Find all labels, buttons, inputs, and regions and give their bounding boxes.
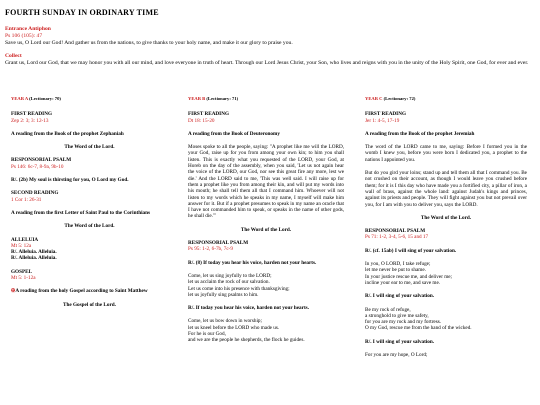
year-b-stanza-1 <box>188 273 344 298</box>
year-c-psalm-response: R/. (cf. 15ab) I will sing of your salvation. <box>365 247 457 254</box>
psalm-line: For you are my hope, O Lord; <box>365 352 428 359</box>
year-c-psalm-ref: Ps 71: 1-2, 3-4, 5-6, 15 and 17 <box>365 234 429 241</box>
year-c-column <box>365 96 527 358</box>
year-b-psalm-ref: Ps 95: 1-2, 6-7b, 7c-9 <box>188 246 233 253</box>
year-a-gospel-close: The Gospel of the Lord. <box>63 301 116 308</box>
year-b-reading-body: Moses spoke to all the people, saying: "A prophet like me will the LORD, your God, raise up for you from among your own kin; to him you shall listen. This is exactly what you requested of the LORD, your God, at Horeb on the day of the assembly, when you said, 'Let us not again hear the voice of the LORD, our God, nor see this great fire any more, lest we die.' And the LORD said to me, 'This was well said. I will raise up for them a prophet like you from among their kin, and will put my words into his mouth; he shall tell them all that I command him. Whoever will not listen to my words which he speaks in my name, I myself will make him answer for it. But if a prophet presumes to speak in my name an oracle that I have not commanded him to speak, or speaks in the name of other gods, he shall die.'" <box>188 144 344 220</box>
psalm-line: For he is our God, <box>188 331 226 338</box>
year-c-psalm-response-3: R/. I will sing of your salvation. <box>365 338 435 345</box>
year-c-stanza-3 <box>365 352 527 358</box>
psalm-line: for you are my rock and my fortress. <box>365 319 442 326</box>
psalm-line: let us acclaim the rock of our salvation. <box>188 279 270 286</box>
year-b-psalm-response-2: R/. If today you hear his voice, harden not your hearts. <box>188 305 309 312</box>
year-a-column <box>11 96 168 308</box>
year-a-gospel-ref: Mt 5: 1-12a <box>11 275 36 282</box>
year-c-label: YEAR C <box>365 96 383 101</box>
year-b-first-reading-ref: Dt 18: 15-20 <box>188 117 215 124</box>
psalm-line: let us kneel before the LORD who made us. <box>188 324 280 331</box>
year-a-first-reading-title: A reading from the Book of the prophet Zephaniah <box>11 130 124 137</box>
year-b-label: YEAR B <box>188 96 206 101</box>
year-b-stanza-2 <box>188 318 344 343</box>
year-c-first-reading-title: A reading from the Book of the prophet Jeremiah <box>365 130 475 137</box>
year-c-header <box>365 96 527 102</box>
psalm-line: Come, let us sing joyfully to the LORD; <box>188 272 272 279</box>
year-a-word-of-lord-2: The Word of the Lord. <box>64 223 115 230</box>
year-a-psalm-label: RESPONSORIAL PSALM <box>11 157 72 164</box>
year-a-gospel-label: GOSPEL <box>11 268 33 275</box>
year-a-alleluia-ref: Mt 5: 12a <box>11 242 32 249</box>
collect-text: Grant us, Lord our God, that we may honor you with all our mind, and love everyone in truth of heart. Through our Lord Jesus Christ, your Son, who lives and reigns with you in the unity of the Holy Spirit, one God, for ever and ever. <box>5 60 529 66</box>
psalm-line: Be my rock of refuge, <box>365 306 411 313</box>
psalm-line: incline your ear to me, and save me. <box>365 279 441 286</box>
year-c-lectionary: (Lectionary: 72) <box>383 96 416 101</box>
entrance-antiphon-ref: Ps 106 (105): 47 <box>5 33 43 39</box>
year-a-psalm-ref: Ps 146: 6c-7, 8-9a, 9b-10 <box>11 163 64 170</box>
year-b-lectionary: (Lectionary: 71) <box>206 96 239 101</box>
year-a-psalm-response: R/. (2b) My soul is thirsting for you, O Lord my God. <box>11 177 129 184</box>
year-b-header <box>188 96 344 102</box>
year-a-header <box>11 96 168 102</box>
year-b-word-of-lord: The Word of the Lord. <box>240 226 292 233</box>
year-a-label: YEAR A <box>11 96 28 101</box>
year-a-second-reading-label: SECOND READING <box>11 190 59 197</box>
year-c-first-reading-label: FIRST READING <box>365 111 406 118</box>
year-c-first-reading-ref: Jer 1: 4-5, 17-19 <box>365 117 400 124</box>
year-c-psalm-response-2: R/. I will sing of your salvation. <box>365 293 435 300</box>
year-b-psalm-response: R/. (8) If today you hear his voice, harden not your hearts. <box>188 259 317 266</box>
year-a-first-reading-ref: Zep 2: 3; 3: 12-13 <box>11 117 49 124</box>
year-a-alleluia-label: ALLELUIA <box>11 236 39 243</box>
psalm-line: let me never be put to shame. <box>365 267 426 274</box>
entrance-antiphon-heading: Entrance Antiphon <box>5 26 51 32</box>
year-a-lectionary: (Lectionary: 70) <box>29 96 61 101</box>
psalm-line: a stronghold to give me safety, <box>365 312 429 319</box>
psalm-line: Let us come into his presence with thanksgiving; <box>188 285 290 292</box>
year-a-alleluia-response-2: R/. Alleluia. Alleluia. <box>11 255 57 262</box>
year-c-reading-body-2: But do you gird your loins; stand up and tell them all that I command you. Be not crushed on their account, as though I would leave you crushed before them; for it is I this day who have made you a fortified city, a pillar of iron, a wall of brass, against the whole land: against Judah's kings and princes, against its priests and people. They will fight against you but not prevail over you, for I am with you to deliver you, says the LORD. <box>365 170 527 208</box>
year-c-psalm-label: RESPONSORIAL PSALM <box>365 228 426 235</box>
year-a-gospel-title-row <box>11 288 168 294</box>
entrance-antiphon-text: Save us, O Lord our God! And gather us from the nations, to give thanks to your holy name, and make it our glory to praise you. <box>5 40 293 46</box>
psalm-line: In you, O LORD, I take refuge; <box>365 261 431 268</box>
psalm-line: In your justice rescue me, and deliver me; <box>365 273 453 280</box>
year-c-stanza-1 <box>365 261 527 286</box>
year-b-psalm-label: RESPONSORIAL PSALM <box>188 240 249 247</box>
collect-heading: Collect <box>5 53 22 59</box>
year-c-reading-body-1: The word of the LORD came to me, saying: Before I formed you in the womb I knew you, before you were born I dedicated you, a prophet to the nations I appointed you. <box>365 144 527 163</box>
year-c-word-of-lord: The Word of the Lord. <box>420 214 472 221</box>
year-a-first-reading-label: FIRST READING <box>11 111 52 118</box>
year-a-second-reading-ref: 1 Cor 1: 26-31 <box>11 196 42 203</box>
year-b-first-reading-title: A reading from the Book of Deuteronomy <box>188 130 280 137</box>
year-c-stanza-2 <box>365 307 527 332</box>
year-a-word-of-lord: The Word of the Lord. <box>64 144 115 151</box>
year-b-first-reading-label: FIRST READING <box>188 111 229 118</box>
psalm-line: O my God, rescue me from the hand of the wicked. <box>365 325 472 332</box>
page-title: FOURTH SUNDAY IN ORDINARY TIME <box>5 8 159 17</box>
year-a-alleluia-response-1: R/. Alleluia. Alleluia. <box>11 249 57 256</box>
psalm-line: Come, let us bow down in worship; <box>188 318 262 325</box>
year-a-second-reading-title: A reading from the first Letter of Saint Paul to the Corinthians <box>11 209 151 216</box>
year-b-column <box>188 96 344 344</box>
psalm-line: and we are the people he shepherds, the flock he guides. <box>188 337 305 344</box>
year-a-gospel-title: A reading from the holy Gospel according to Saint Matthew <box>15 288 148 295</box>
psalm-line: let us joyfully sing psalms to him. <box>188 291 259 298</box>
gospel-cross-icon: ✠ <box>11 288 16 295</box>
